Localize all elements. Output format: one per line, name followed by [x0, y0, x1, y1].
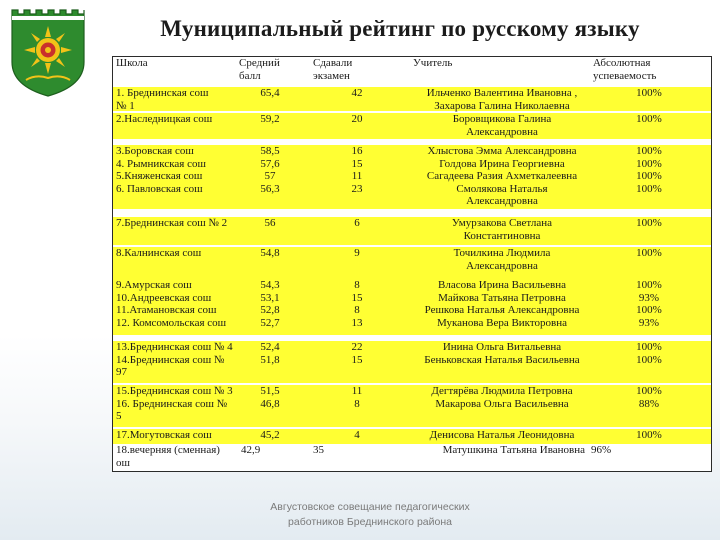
table-row — [113, 429, 711, 444]
average-score-cell: 59,2 — [260, 113, 280, 125]
table-row — [113, 341, 711, 383]
header-school: Школа — [116, 57, 148, 69]
rating-table — [112, 56, 712, 472]
average-score-cell: 54,3 53,1 52,8 52,7 — [260, 279, 280, 329]
performance-cell: 100% — [636, 217, 662, 229]
table-row — [113, 247, 711, 279]
performance-cell: 100% — [636, 87, 662, 99]
teacher-cell: Дегтярёва Людмила Петровна Макарова Ольга Васильевна — [431, 385, 573, 410]
teacher-cell: Боровщикова Галина Александровна — [452, 113, 552, 138]
average-score-cell: 45,2 — [260, 429, 280, 441]
table-row — [113, 113, 711, 139]
header-teacher: Учитель — [413, 57, 453, 69]
school-cell: 7.Бреднинская сош № 2 — [116, 217, 228, 229]
performance-cell: 100% 93% 100% 93% — [636, 279, 662, 329]
exam-takers-cell: 8 15 8 13 — [351, 279, 363, 329]
average-score-cell: 52,4 51,8 — [260, 341, 280, 366]
table-row — [113, 444, 711, 471]
school-cell: 9.Амурская сош 10.Андреевская сош 11.Атамановская сош 12. Комсомольская сош — [116, 279, 227, 329]
performance-cell: 100% — [636, 247, 662, 259]
teacher-cell: Хлыстова Эмма Александровна Голдова Ирина Георгиевна Сагадеева Разия Ахметкалеевна Смолякова Наталья Александровна — [426, 145, 578, 207]
school-cell: 3.Боровская сош 4. Рымникская сош 5.Княженская сош 6. Павловская сош — [116, 145, 206, 195]
average-score-cell: 58,5 57,6 57 56,3 — [260, 145, 280, 195]
table-row — [113, 217, 711, 245]
teacher-cell: Власова Ирина Васильевна Майкова Татьяна Петровна Решкова Наталья Александровна Муканова Вера Викторовна — [424, 279, 580, 329]
average-score-cell: 51,5 46,8 — [260, 385, 280, 410]
exam-takers-cell: 6 — [354, 217, 360, 229]
teacher-cell: Умурзакова Светлана Константиновна — [451, 217, 553, 242]
performance-cell: 100% 100% 100% 100% — [636, 145, 662, 195]
exam-takers-cell: 42 — [351, 87, 363, 99]
header-average-score: Средний балл — [239, 57, 280, 82]
footer-caption: Августовское совещание педагогических работников Бреднинского района — [270, 501, 470, 528]
performance-cell: 100% 100% — [636, 341, 662, 366]
performance-cell: 100% — [636, 429, 662, 441]
teacher-cell: Денисова Наталья Леонидовна — [429, 429, 575, 441]
table-row — [113, 385, 711, 427]
exam-takers-cell: 11 8 — [351, 385, 363, 410]
average-score-cell: 42,9 — [241, 444, 261, 456]
school-cell: 13.Бреднинская сош № 4 14.Бреднинская сош № 97 — [116, 341, 233, 378]
exam-takers-cell: 16 15 11 23 — [351, 145, 363, 195]
average-score-cell: 56 — [264, 217, 276, 229]
performance-cell: 96% — [591, 444, 612, 456]
performance-cell: 100% — [636, 113, 662, 125]
table-row — [113, 87, 711, 111]
teacher-cell: Инина Ольга Витальевна Беньковская Наталья Васильевна — [424, 341, 580, 366]
exam-takers-cell: 35 — [313, 444, 324, 456]
header-exam-takers: Сдавали экзамен — [313, 57, 353, 82]
exam-takers-cell: 20 — [351, 113, 363, 125]
coat-of-arms-emblem — [6, 4, 90, 100]
school-cell: 17.Могутовская сош — [116, 429, 212, 441]
performance-cell: 100% 88% — [636, 385, 662, 410]
table-row — [113, 145, 711, 209]
school-cell: 8.Калнинская сош — [116, 247, 202, 259]
school-cell: 15.Бреднинская сош № 3 16. Бреднинская сош № 5 — [116, 385, 233, 422]
exam-takers-cell: 9 — [354, 247, 360, 259]
header-absolute-performance: Абсолютная успеваемость — [593, 57, 657, 82]
exam-takers-cell: 22 15 — [351, 341, 363, 366]
teacher-cell: Матушкина Татьяна Ивановна — [442, 444, 585, 456]
school-cell: 2.Наследницкая сош — [116, 113, 213, 125]
exam-takers-cell: 4 — [354, 429, 360, 441]
average-score-cell: 65,4 — [260, 87, 280, 99]
page-title: Муниципальный рейтинг по русскому языку — [160, 16, 640, 41]
average-score-cell: 54,8 — [260, 247, 280, 259]
school-cell: 1. Бреднинская сош № 1 — [116, 87, 209, 112]
teacher-cell: Ильченко Валентина Ивановна , Захарова Галина Николаевна — [426, 87, 578, 112]
table-row — [113, 279, 711, 335]
teacher-cell: Точилкина Людмила Александровна — [453, 247, 551, 272]
school-cell: 18.вечерняя (сменная) ош — [116, 444, 220, 469]
table-header-row — [113, 57, 711, 87]
